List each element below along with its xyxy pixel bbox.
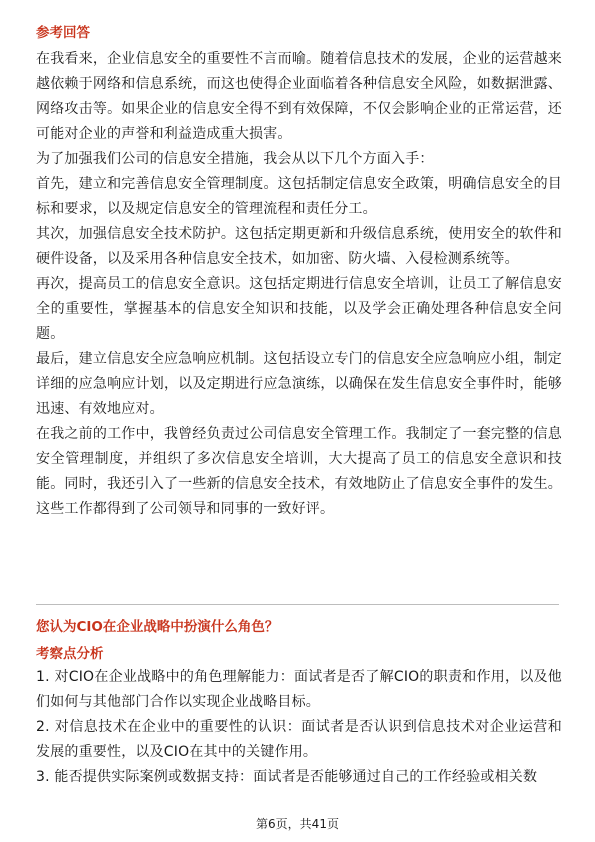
- analysis-point: 1. 对CIO在企业战略中的角色理解能力：面试者是否了解CIO的职责和作用，以及他们如何与其他部门合作以实现企业战略目标。: [36, 669, 562, 710]
- answer-paragraph: 在我之前的工作中，我曾经负责过公司信息安全管理工作。我制定了一套完整的信息安全管理制度，并组织了多次信息安全培训，大大提高了员工的信息安全意识和技能。同时，我还引入了一些新的信息安全技术，有效地防止了信息安全事件的发生。这些工作都得到了公司领导和同事的一致好评。: [36, 426, 562, 517]
- reference-answer-body: [36, 47, 562, 522]
- answer-paragraph: 在我看来，企业信息安全的重要性不言而喻。随着信息技术的发展，企业的运营越来越依赖于网络和信息系统，而这也使得企业面临着各种信息安全风险，如数据泄露、网络攻击等。如果企业的信息安全得不到有效保障，不仅会影响企业的正常运营，还可能对企业的声誉和利益造成重大损害。: [36, 51, 562, 142]
- reference-answer-heading: 参考回答: [36, 25, 90, 41]
- analysis-point: 2. 对信息技术在企业中的重要性的认识：面试者是否认识到信息技术对企业运营和发展的重要性，以及CIO在其中的关键作用。: [36, 719, 562, 760]
- section-divider: [36, 604, 559, 605]
- page-number: 第6页，共41页: [256, 817, 339, 831]
- analysis-point: 3. 能否提供实际案例或数据支持：面试者是否能够通过自己的工作经验或相关数: [36, 769, 538, 785]
- answer-paragraph: 其次，加强信息安全技术防护。这包括定期更新和升级信息系统，使用安全的软件和硬件设备，以及采用各种信息安全技术，如加密、防火墙、入侵检测系统等。: [36, 226, 562, 267]
- analysis-subheading: 考察点分析: [36, 646, 104, 662]
- answer-paragraph: 首先，建立和完善信息安全管理制度。这包括制定信息安全政策，明确信息安全的目标和要求，以及规定信息安全的管理流程和责任分工。: [36, 176, 562, 217]
- analysis-points: [36, 665, 562, 790]
- answer-paragraph: 为了加强我们公司的信息安全措施，我会从以下几个方面入手：: [36, 151, 434, 167]
- answer-paragraph: 最后，建立信息安全应急响应机制。这包括设立专门的信息安全应急响应小组，制定详细的应急响应计划，以及定期进行应急演练，以确保在发生信息安全事件时，能够迅速、有效地应对。: [36, 351, 562, 417]
- question-heading: 您认为CIO在企业战略中扮演什么角色？: [36, 619, 279, 635]
- answer-paragraph: 再次，提高员工的信息安全意识。这包括定期进行信息安全培训，让员工了解信息安全的重要性，掌握基本的信息安全知识和技能，以及学会正确处理各种信息安全问题。: [36, 276, 562, 342]
